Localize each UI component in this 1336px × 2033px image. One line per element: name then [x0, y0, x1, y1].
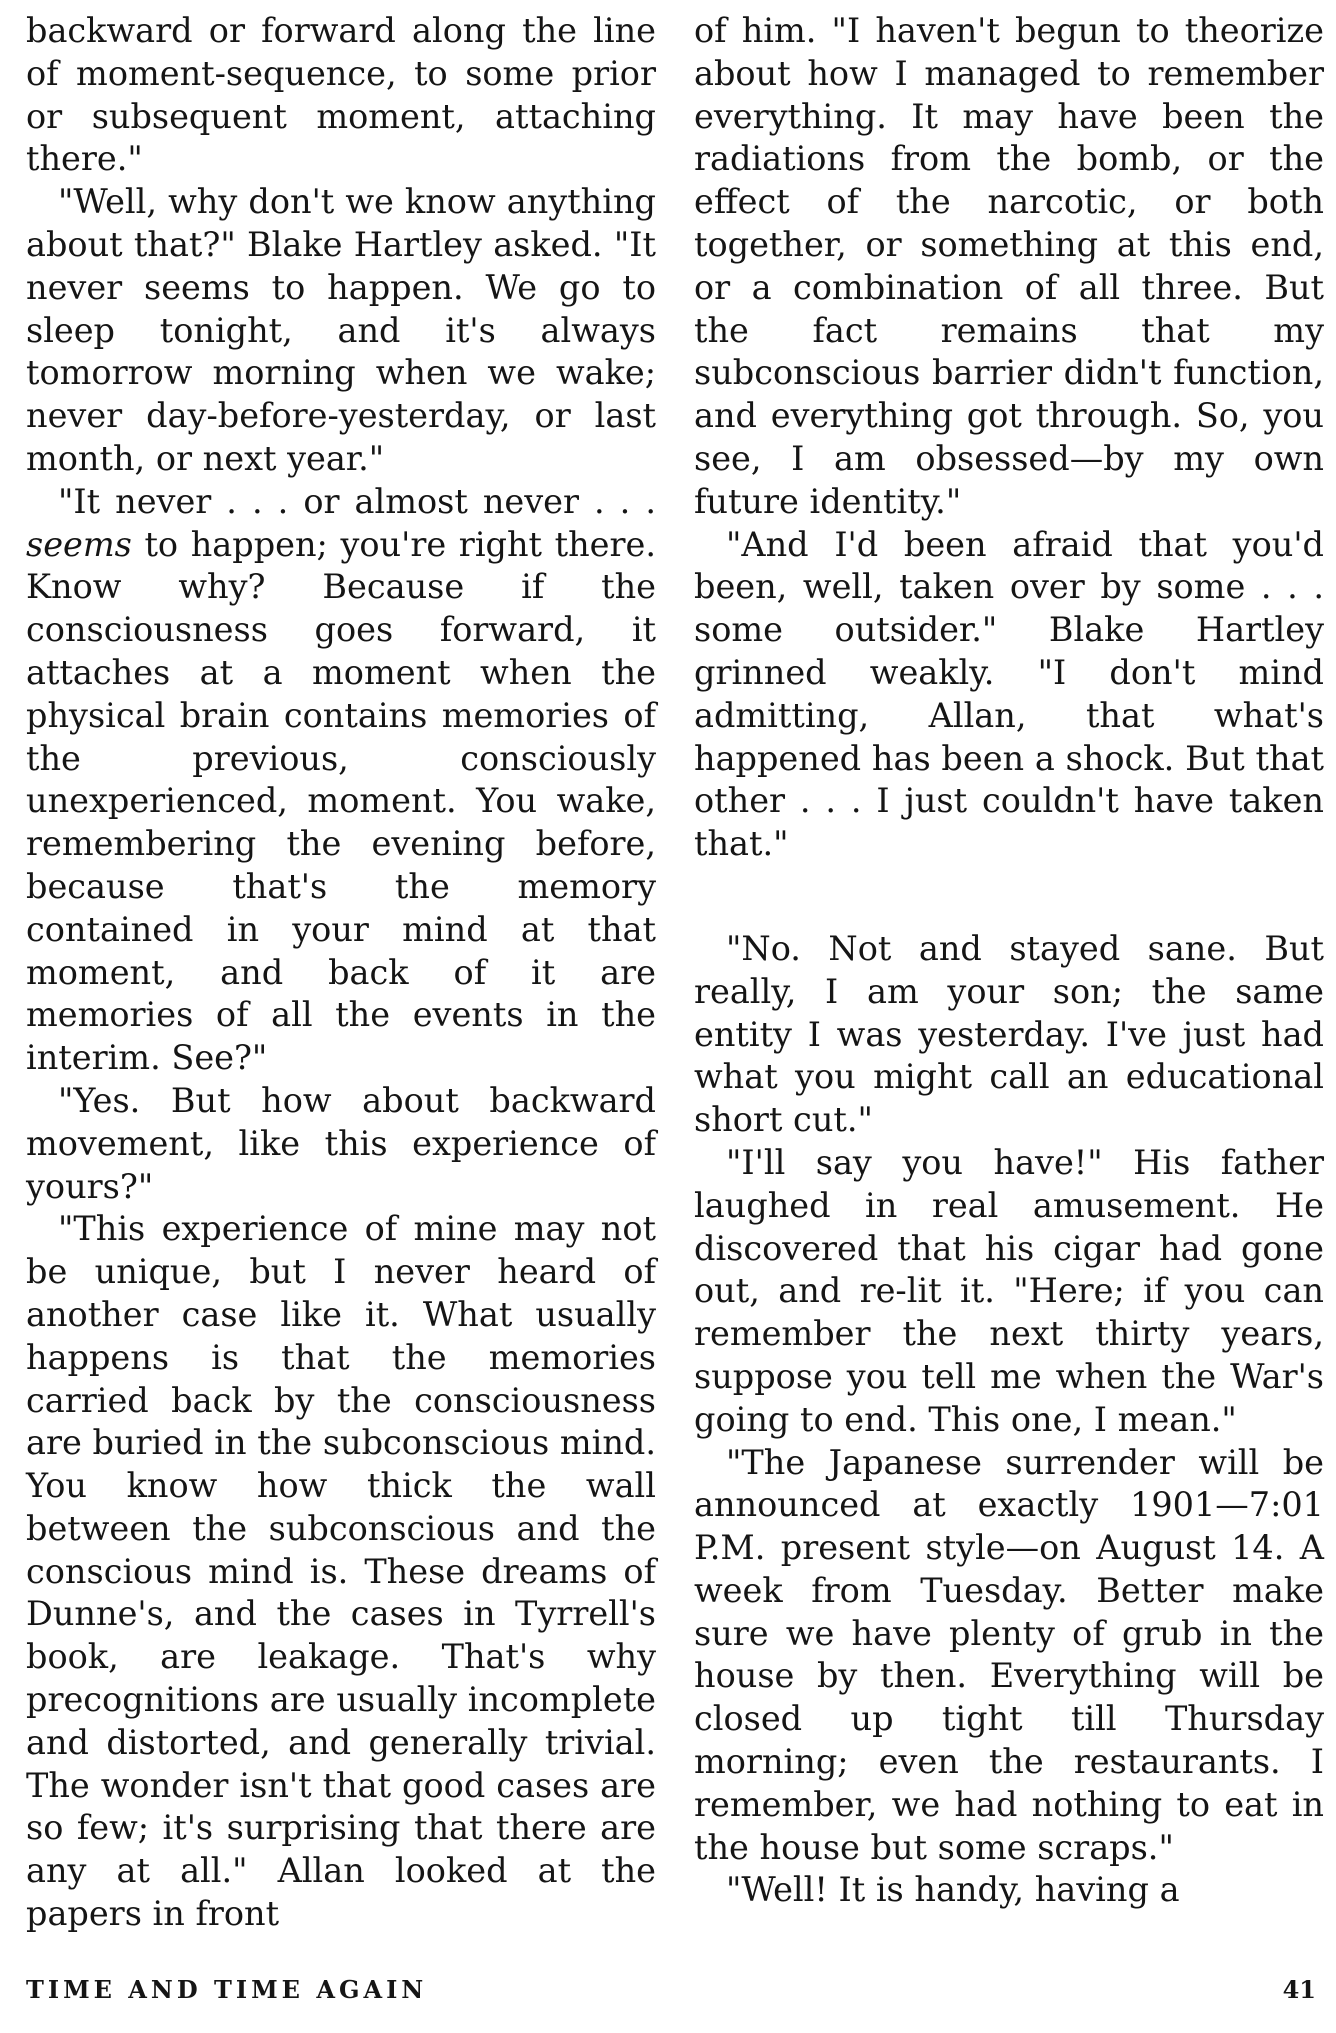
paragraph-text: to happen; you're right there. Know why? Because if the consciousness goes forward, it attaches at a moment when the physical brain contains memories of the previous, consciously unexperienced, moment. You wake, remembering the evening before, because that's the memory contained in your mind at that moment, and back of it are memories of all the events in the interim. See?" — [26, 524, 656, 1078]
paragraph: "Well! It is handy, having a — [726, 1870, 1180, 1910]
section-break — [694, 866, 1324, 928]
paragraph: "Yes. But how about backward movement, like this experience of yours?" — [26, 1080, 656, 1206]
paragraph: "Well, why don't we know anything about that?" Blake Hartley asked. "It never seems to happen. We go to sleep tonight, and it's always tomorrow morning when we wake; never day-before-yesterday, or last month, or next year." — [26, 182, 656, 478]
running-title: TIME AND TIME AGAIN — [26, 1975, 428, 2004]
paragraph: "This experience of mine may not be unique, but I never heard of another case like it. What usually happens is that the memories carried back by the consciousness are buried in the subconscious mind. You know how thick the wall between the subconscious and the conscious mind is. These dreams of Dunne's, and the cases in Tyrrell's book, are leakage. That's why precognitions are usually incomplete and distorted, and generally trivial. The wonder isn't that good cases are so few; it's surprising that there are any at all." Allan looked at the papers in front — [26, 1209, 656, 1934]
paragraph — [26, 481, 656, 1080]
right-column — [694, 10, 1324, 1912]
emphasized-word: seems — [26, 524, 132, 564]
left-column — [26, 10, 656, 1936]
paragraph: "And I'd been afraid that you'd been, well, taken over by some . . . some outsider." Blake Hartley grinned weakly. "I don't mind admitting, Allan, that what's happened has been a shock. But that other . . . I just couldn't have taken that." — [694, 524, 1324, 864]
paragraph: "I'll say you have!" His father laughed in real amusement. He discovered that his cigar had gone out, and re-lit it. "Here; if you can remember the next thirty years, suppose you tell me when the War's going to end. This one, I mean." — [694, 1142, 1324, 1439]
page-footer — [26, 1975, 1326, 2015]
page-number: 41 — [1282, 1975, 1316, 2004]
paragraph: "The Japanese surrender will be announced at exactly 1901—7:01 P.M. present style—on August 14. A week from Tuesday. Better make sure we have plenty of grub in the house by then. Everything will be closed up tight till Thursday morning; even the restaurants. I remember, we had nothing to eat in the house but some scraps." — [694, 1442, 1324, 1867]
paragraph: of him. "I haven't begun to theorize about how I managed to remember everything. It may have been the radiations from the bomb, or the effect of the narcotic, or both together, or something at this end, or a combination of all three. But the fact remains that my subconscious barrier didn't function, and everything got through. So, you see, I am obsessed—by my own future identity." — [694, 11, 1324, 521]
paragraph: backward or forward along the line of moment-sequence, to some prior or subsequent moment, attaching there." — [26, 11, 656, 179]
paragraph-text: "It never . . . or almost never . . . — [58, 481, 656, 521]
paragraph: "No. Not and stayed sane. But really, I am your son; the same entity I was yesterday. I've just had what you might call an educational short cut." — [694, 928, 1324, 1140]
